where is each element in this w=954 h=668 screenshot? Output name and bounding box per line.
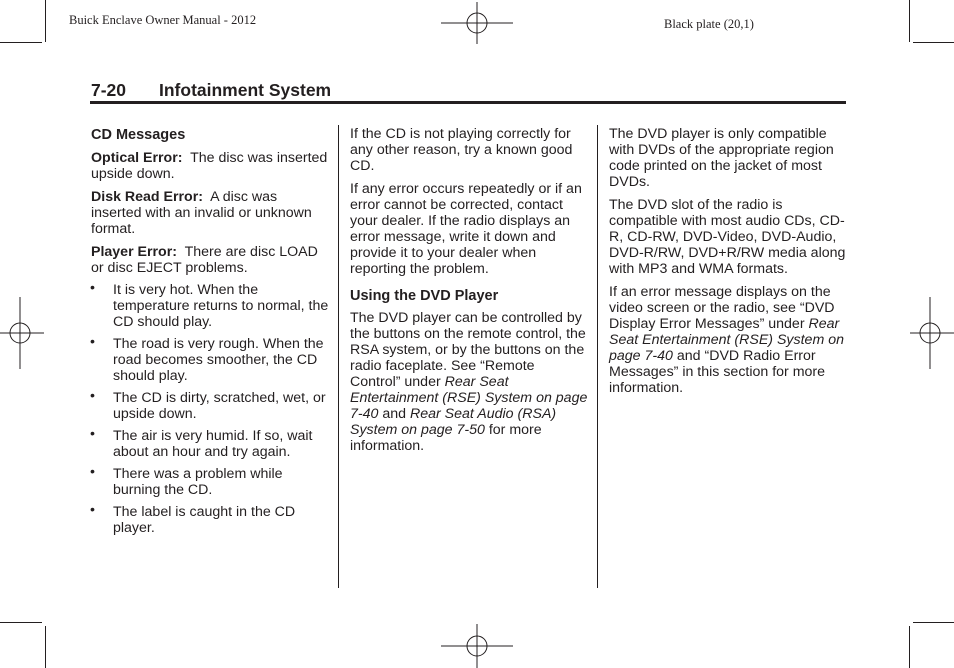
crop-mark <box>45 626 46 668</box>
bullet-icon: • <box>90 334 95 350</box>
crop-mark <box>0 622 42 623</box>
list-item-text: The label is caught in the CD player. <box>113 504 296 536</box>
error-cause-list <box>91 282 329 536</box>
compatible-media-paragraph: The DVD slot of the radio is compatible with most audio CDs, CD-R, CD-RW, DVD-Video, DVD-Audio, DVD-R/RW, DVD+R/RW media along with MP3 and WMA formats. <box>609 197 846 277</box>
player-error-paragraph <box>91 244 329 276</box>
list-item-text: There was a problem while burning the CD. <box>113 466 283 498</box>
paragraph-text: If an error message displays on the video screen or the radio, see “DVD Display Error Messages” under <box>609 284 835 332</box>
bullet-icon: • <box>90 280 95 296</box>
title-rule <box>90 101 846 104</box>
list-item <box>91 428 329 460</box>
list-item <box>91 282 329 330</box>
section-title: Infotainment System <box>159 80 332 100</box>
page-title <box>91 80 331 101</box>
registration-mark-icon <box>910 297 954 369</box>
crop-mark <box>45 0 46 42</box>
column-1 <box>91 126 329 542</box>
bullet-icon: • <box>90 464 95 480</box>
paragraph-text: The DVD player can be controlled by the buttons on the remote control, the RSA system, or by the buttons on the radio faceplate. See “Remote Control” under <box>350 310 586 390</box>
plate-label: Black plate (20,1) <box>664 17 754 31</box>
using-dvd-player-heading: Using the DVD Player <box>350 288 499 304</box>
column-divider <box>597 125 598 588</box>
registration-mark-icon <box>441 624 513 668</box>
bullet-icon: • <box>90 502 95 518</box>
crop-mark <box>913 622 954 623</box>
dvd-control-paragraph <box>350 310 588 454</box>
bullet-icon: • <box>90 426 95 442</box>
column-2 <box>350 126 588 461</box>
crop-mark <box>0 42 42 43</box>
page-number: 7-20 <box>91 80 127 100</box>
list-item-text: It is very hot. When the temperature returns to normal, the CD should play. <box>113 282 329 330</box>
crop-mark <box>909 0 910 42</box>
list-item <box>91 466 329 498</box>
list-item <box>91 504 329 536</box>
registration-mark-icon <box>0 297 44 369</box>
disk-read-error-text: A disc was inserted with an invalid or unknown format. <box>91 189 312 237</box>
column-3 <box>609 126 847 403</box>
list-item <box>91 336 329 384</box>
repeated-error-paragraph: If any error occurs repeatedly or if an error cannot be corrected, contact your dealer. If the radio displays an error message, write it down and provide it to your dealer when reporting the problem. <box>350 181 582 277</box>
list-item-text: The air is very humid. If so, wait about an hour and try again. <box>113 428 313 460</box>
optical-error-paragraph <box>91 150 329 182</box>
disk-read-error-label: Disk Read Error: <box>91 189 203 205</box>
paragraph-text: for more information. <box>350 422 542 454</box>
crop-mark <box>913 42 954 43</box>
registration-mark-icon <box>441 2 513 44</box>
disk-read-error-paragraph <box>91 189 329 237</box>
cross-reference-link[interactable]: Rear Seat Entertainment (RSE) System on page 7-40 <box>350 374 588 422</box>
error-message-paragraph <box>609 284 847 396</box>
list-item-text: The road is very rough. When the road becomes smoother, the CD should play. <box>113 336 324 384</box>
column-divider <box>338 125 339 588</box>
paragraph-text: and <box>382 406 407 422</box>
optical-error-text: The disc was inserted upside down. <box>91 150 328 182</box>
known-good-cd-paragraph: If the CD is not playing correctly for any other reason, try a known good CD. <box>350 126 573 174</box>
optical-error-label: Optical Error: <box>91 150 183 166</box>
bullet-icon: • <box>90 388 95 404</box>
player-error-text: There are disc LOAD or disc EJECT problems. <box>91 244 318 276</box>
cd-messages-heading: CD Messages <box>91 127 186 143</box>
region-code-paragraph: The DVD player is only compatible with DVDs of the appropriate region code printed on the jacket of most DVDs. <box>609 126 834 190</box>
cross-reference-link[interactable]: Rear Seat Audio (RSA) System on page 7-50 <box>350 406 557 438</box>
list-item-text: The CD is dirty, scratched, wet, or upside down. <box>113 390 326 422</box>
running-header: Buick Enclave Owner Manual - 2012 <box>69 13 257 27</box>
crop-mark <box>909 626 910 668</box>
list-item <box>91 390 329 422</box>
player-error-label: Player Error: <box>91 244 177 260</box>
paragraph-text: and “DVD Radio Error Messages” in this section for more information. <box>609 348 826 396</box>
cross-reference-link[interactable]: Rear Seat Entertainment (RSE) System on page 7-40 <box>609 316 844 364</box>
